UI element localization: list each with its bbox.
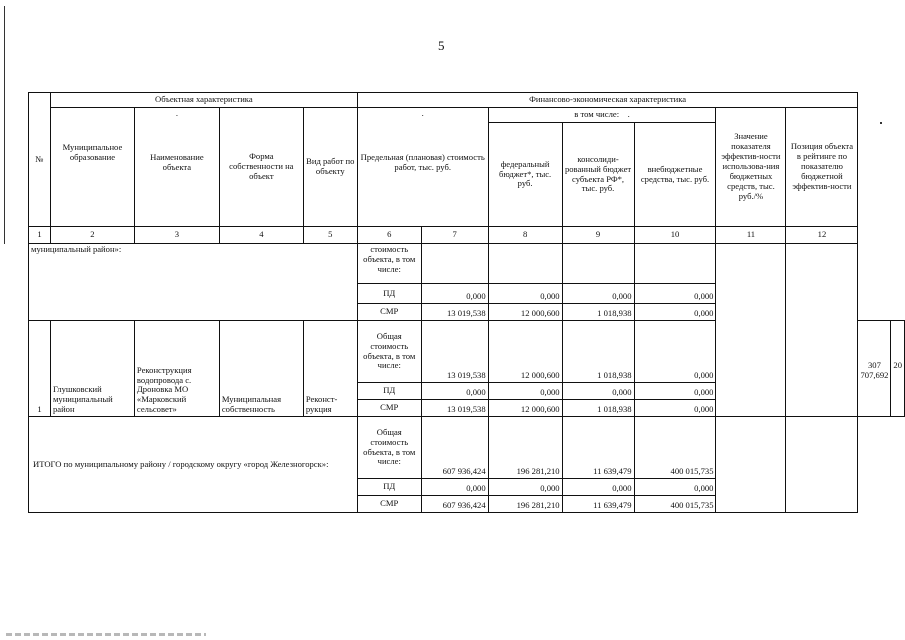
- row-type: СМР: [357, 496, 421, 513]
- page-number: 5: [438, 38, 445, 53]
- header-no: №: [29, 93, 51, 227]
- cell-value: 0,000: [634, 321, 716, 383]
- row-type: Общая стоимость объекта, в том числе:: [357, 321, 421, 383]
- cell-value: 0,000: [634, 400, 716, 417]
- cell-value: 1 018,938: [562, 321, 634, 383]
- object-name: Реконструкция водопровода с. Дроновка МО «Марковский сельсовет»: [134, 321, 219, 417]
- table-row: [29, 417, 905, 479]
- header-indicator: Значение показателя эффектив-ности использова-ния бюджетных средств, тыс. руб./%: [716, 108, 786, 227]
- col-number: 6: [357, 227, 421, 244]
- header-extrabudget: внебюджетные средства, тыс. руб.: [634, 123, 716, 227]
- header-dot-c: .: [627, 109, 630, 120]
- cell-value: 0,000: [634, 479, 716, 496]
- cell-value: 0,000: [421, 383, 488, 400]
- cell-value: [562, 244, 634, 284]
- col-number: 9: [562, 227, 634, 244]
- top-block-label: муниципальный район»:: [29, 244, 358, 321]
- cell-value: 0,000: [562, 479, 634, 496]
- cell-value: [634, 244, 716, 284]
- cell-value: 13 019,538: [421, 304, 488, 321]
- cell-value: 13 019,538: [421, 400, 488, 417]
- col-number: 3: [134, 227, 219, 244]
- row-type: ПД: [357, 284, 421, 304]
- cell-value: 196 281,210: [488, 417, 562, 479]
- object-ownership: Муниципальная собственность: [219, 321, 303, 417]
- cell-value: 0,000: [562, 383, 634, 400]
- cell-value: 13 019,538: [421, 321, 488, 383]
- total-indicator-cell: [716, 417, 786, 513]
- cell-value: 12 000,600: [488, 400, 562, 417]
- cell-value: 1 018,938: [562, 400, 634, 417]
- header-rating: Позиция объекта в рейтинге по показателю бюджетной эффектив-ности: [786, 108, 858, 227]
- header-ownership: Форма собственности на объект: [219, 108, 303, 227]
- cell-value: 11 639,479: [562, 496, 634, 513]
- header-object-name-label: Наименование объекта: [150, 151, 204, 172]
- col-number: 8: [488, 227, 562, 244]
- cell-value: 0,000: [562, 284, 634, 304]
- col-number: 4: [219, 227, 303, 244]
- header-financial-characteristic: Финансово-экономическая характеристика: [357, 93, 858, 108]
- header-max-cost-label: Предельная (плановая) стоимость работ, тыс. руб.: [360, 151, 485, 172]
- budget-table: [28, 92, 905, 513]
- object-no: 1: [29, 321, 51, 417]
- cell-value: 0,000: [488, 284, 562, 304]
- col-number: 7: [421, 227, 488, 244]
- cell-value: 0,000: [634, 383, 716, 400]
- header-municipal-label: Муниципальное образование: [62, 142, 123, 162]
- cell-value: 11 639,479: [562, 417, 634, 479]
- object-work-type: Реконст-рукция: [303, 321, 357, 417]
- header-federal: федеральный бюджет*, тыс. руб.: [488, 123, 562, 227]
- cell-value: 400 015,735: [634, 417, 716, 479]
- row-type: СМР: [357, 400, 421, 417]
- col-number: 11: [716, 227, 786, 244]
- header-in-that-number: [488, 108, 716, 123]
- header-consolidated: консолиди-рованный бюджет субъекта РФ*, тыс. руб.: [562, 123, 634, 227]
- cell-value: 0,000: [421, 284, 488, 304]
- object-indicator: 307 707,692: [858, 321, 891, 417]
- cell-value: 400 015,735: [634, 496, 716, 513]
- cell-value: 0,000: [421, 479, 488, 496]
- header-max-cost: [357, 108, 488, 227]
- col-number: 1: [29, 227, 51, 244]
- row-type: СМР: [357, 304, 421, 321]
- col-number: 2: [50, 227, 134, 244]
- header-dot-b: .: [421, 108, 424, 118]
- total-rating-cell: [786, 417, 858, 513]
- left-margin-line: [4, 6, 5, 244]
- header-object-characteristic: Объектная характеристика: [50, 93, 357, 108]
- cell-value: [488, 244, 562, 284]
- rating-cell: [786, 244, 858, 417]
- cell-value: [421, 244, 488, 284]
- cell-value: 1 018,938: [562, 304, 634, 321]
- header-municipal: [50, 108, 134, 227]
- object-rating: 20: [891, 321, 905, 417]
- column-number-row: [29, 227, 905, 244]
- cell-value: 0,000: [634, 284, 716, 304]
- indicator-cell: [716, 244, 786, 417]
- cell-value: 0,000: [488, 479, 562, 496]
- header-work-type: Вид работ по объекту: [303, 108, 357, 227]
- cell-value: 0,000: [488, 383, 562, 400]
- row-type: ПД: [357, 479, 421, 496]
- col-number: 5: [303, 227, 357, 244]
- col-number: 12: [786, 227, 858, 244]
- object-municipal: Глушковский муниципальный район: [50, 321, 134, 417]
- cell-value: 607 936,424: [421, 417, 488, 479]
- cell-value: 12 000,600: [488, 304, 562, 321]
- header-dot-a: .: [175, 108, 178, 118]
- table-row: [29, 244, 905, 284]
- total-label: ИТОГО по муниципальному району / городскому округу «город Железногорск»:: [29, 417, 358, 513]
- cell-value: 607 936,424: [421, 496, 488, 513]
- cell-value: 12 000,600: [488, 321, 562, 383]
- row-type: ПД: [357, 383, 421, 400]
- header-object-name: [134, 108, 219, 227]
- scan-footer-artifact: [6, 633, 206, 636]
- cell-value: 196 281,210: [488, 496, 562, 513]
- header-in-that-number-label: в том числе:: [574, 109, 620, 120]
- col-number: 10: [634, 227, 716, 244]
- row-type: стоимость объекта, в том числе:: [357, 244, 421, 284]
- cell-value: 0,000: [634, 304, 716, 321]
- row-type: Общая стоимость объекта, в том числе:: [357, 417, 421, 479]
